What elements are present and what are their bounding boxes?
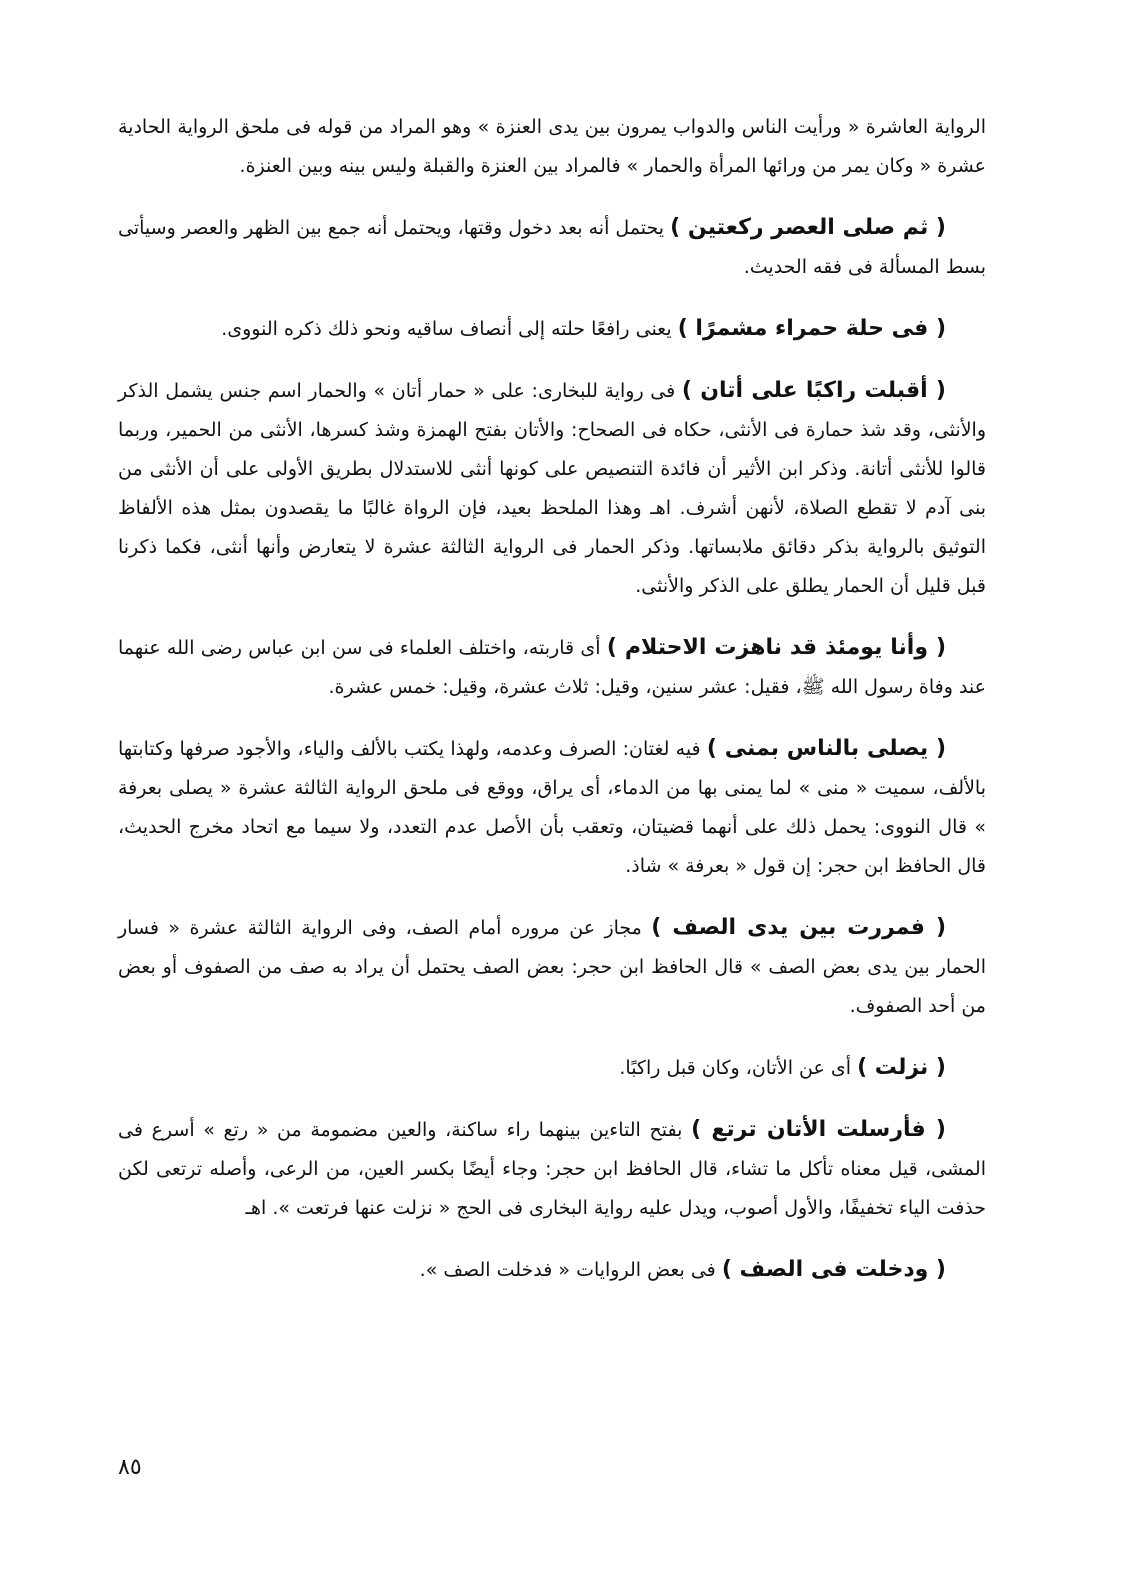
paragraph-text: مجاز عن مروره أمام الصف، وفى الرواية الثالثة عشرة « فسار الحمار بين يدى بعض الصف » قال الحافظ ابن حجر: بعض الصف يحتمل أن يراد به صف من الصفوف أو بعض من أحد الصفوف. xyxy=(118,917,986,1017)
paragraph-text: فيه لغتان: الصرف وعدمه، ولهذا يكتب بالألف والياء، والأجود صرفها وكتابتها بالألف، سميت « منى » لما يمنى بها من الدماء، أى يراق، ووقع فى ملحق الرواية الثالثة عشرة « يصلى بعرفة » قال النووى: يحمل ذلك على أنهما قضيتان، وتعقب بأن الأصل عدم التعدد، ولا سيما مع اتحاد مخرج الحديث، قال الحافظ ابن حجر: إن قول « بعرفة » شاذ. xyxy=(118,738,986,877)
paragraph-heading: ( فأرسلت الأتان ترتع ) xyxy=(691,1117,946,1142)
page-body xyxy=(118,108,986,1312)
paragraph-text: يعنى رافعًا حلته إلى أنصاف ساقيه ونحو ذلك ذكره النووى. xyxy=(221,318,672,340)
paragraph-text: فى بعض الروايات « فدخلت الصف ». xyxy=(419,1259,716,1281)
paragraph-text: الرواية العاشرة « ورأيت الناس والدواب يمرون بين يدى العنزة » وهو المراد من قوله فى ملحق الرواية الحادية عشرة « وكان يمر من ورائها المرأة والحمار » فالمراد بين العنزة والقبلة وليس بينه وبين العنزة. xyxy=(118,116,986,177)
paragraph-6 xyxy=(118,729,986,886)
paragraph-2 xyxy=(118,208,986,287)
page-number: ٨٥ xyxy=(118,1455,142,1480)
paragraph-1 xyxy=(118,108,986,186)
paragraph-heading: ( وأنا يومئذ قد ناهزت الاحتلام ) xyxy=(606,635,946,660)
paragraph-heading: ( نزلت ) xyxy=(857,1055,946,1080)
paragraph-4 xyxy=(118,371,986,606)
paragraph-text: بفتح التاءين بينهما راء ساكنة، والعين مضمومة من « رتع » أسرع فى المشى، قيل معناه تأكل ما تشاء، قال الحافظ ابن حجر: وجاء أيضًا بكسر العين، من الرعى، وأصله ترتعى لكن حذفت الياء تخفيفًا، والأول أصوب، ويدل عليه رواية البخارى فى الحج « نزلت عنها فرتعت ». اهـ xyxy=(118,1119,986,1219)
paragraph-text: أى عن الأتان، وكان قبل راكبًا. xyxy=(619,1057,852,1079)
paragraph-9 xyxy=(118,1110,986,1228)
paragraph-heading: ( يصلى بالناس بمنى ) xyxy=(706,736,947,761)
paragraph-8 xyxy=(118,1048,986,1088)
paragraph-7 xyxy=(118,908,986,1026)
paragraph-heading: ( فى حلة حمراء مشمرًا ) xyxy=(677,316,946,341)
paragraph-text: فى رواية للبخارى: على « حمار أتان » والحمار اسم جنس يشمل الذكر والأنثى، وقد شذ حمارة فى الأنثى، حكاه فى الصحاح: والأتان بفتح الهمزة وشذ كسرها، الأنثى من الحمير، وربما قالوا للأنثى أتانة. وذكر ابن الأثير أن فائدة التنصيص على كونها أنثى للاستدلال بطريق الأولى على أن الأنثى من بنى آدم لا تقطع الصلاة، لأنهن أشرف. اهـ وهذا الملحظ بعيد، فإن الرواة غالبًا ما يقصدون بمثل هذه الألفاظ التوثيق بالرواية بذكر دقائق ملابساتها. وذكر الحمار فى الرواية الثالثة عشرة لا يتعارض وأنها أنثى، فكما ذكرنا قبل قليل أن الحمار يطلق على الذكر والأنثى. xyxy=(118,380,986,597)
paragraph-5 xyxy=(118,628,986,707)
paragraph-3 xyxy=(118,309,986,349)
paragraph-heading: ( ثم صلى العصر ركعتين ) xyxy=(670,215,946,240)
paragraph-10 xyxy=(118,1250,986,1290)
paragraph-heading: ( ودخلت فى الصف ) xyxy=(721,1257,946,1282)
paragraph-heading: ( أقبلت راكبًا على أتان ) xyxy=(681,378,946,403)
paragraph-heading: ( فمررت بين يدى الصف ) xyxy=(651,915,947,940)
paragraph-text: يحتمل أنه بعد دخول وقتها، ويحتمل أنه جمع بين الظهر والعصر وسيأتى بسط المسألة فى فقه الحديث. xyxy=(118,217,986,278)
paragraph-text: أى قاربته، واختلف العلماء فى سن ابن عباس رضى الله عنهما عند وفاة رسول الله ﷺ، فقيل: عشر سنين، وقيل: ثلاث عشرة، وقيل: خمس عشرة. xyxy=(118,637,986,698)
